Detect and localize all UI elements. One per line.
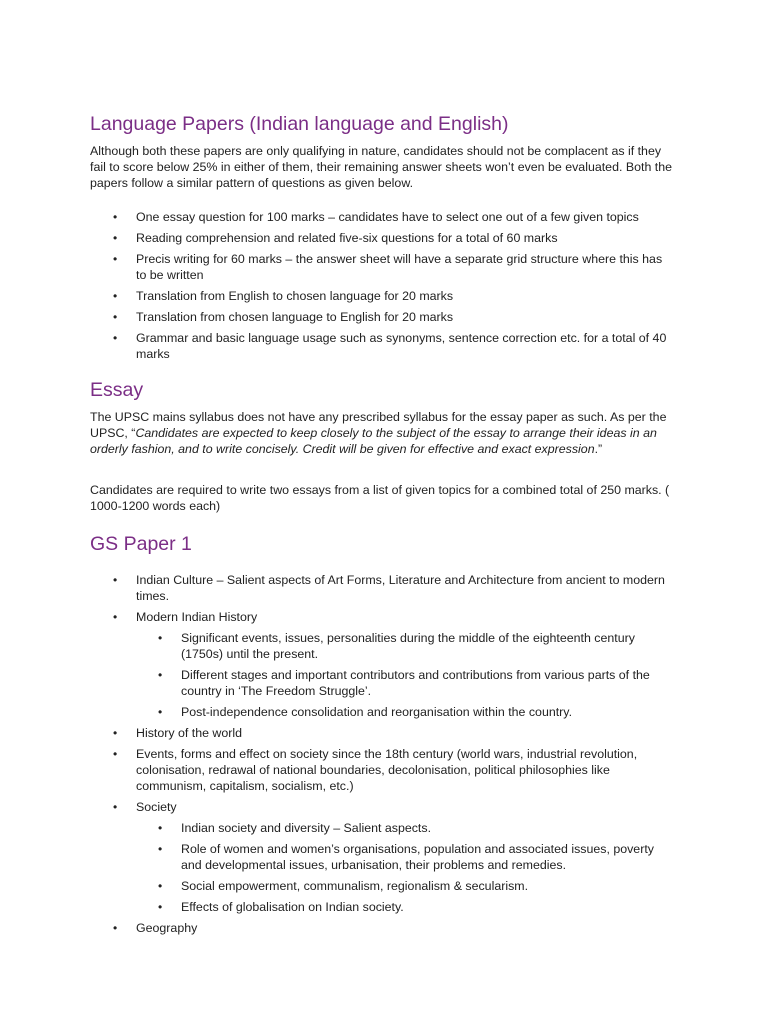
- section-heading-language-papers: Language Papers (Indian language and English): [90, 113, 509, 135]
- list-item: • Post-independence consolidation and reorganisation within the country.: [158, 705, 573, 719]
- bullet-icon: •: [113, 252, 118, 266]
- bullet-icon: •: [113, 310, 118, 324]
- list-item: • Significant events, issues, personalities during the middle of the eighteenth century (1750s) until the present.: [158, 631, 635, 661]
- bullet-icon: •: [113, 231, 118, 245]
- list-item: • Different stages and important contributors and contributions from various parts of the country in ‘The Freedom Struggle’.: [158, 668, 650, 698]
- list-item: • History of the world: [113, 726, 243, 740]
- bullet-icon: •: [113, 210, 118, 224]
- bullet-icon: •: [158, 900, 163, 914]
- list-item: • Translation from chosen language to English for 20 marks: [113, 310, 454, 324]
- list-item: • Precis writing for 60 marks – the answer sheet will have a separate grid structure where this has to be written: [113, 252, 663, 282]
- essay-paragraph-1: The UPSC mains syllabus does not have any prescribed syllabus for the essay paper as such. As per the UPSC, “Candidates are expected to keep closely to the subject of the essay to arrange their ideas in an orderly fashion, and to write concisely. Credit will be given for effective and exact expression.”: [90, 410, 667, 456]
- bullet-icon: •: [158, 705, 163, 719]
- bullet-icon: •: [158, 879, 163, 893]
- list-item: • Society: [113, 800, 177, 814]
- bullet-icon: •: [113, 726, 118, 740]
- language-papers-intro: Although both these papers are only qualifying in nature, candidates should not be complacent as if they fail to score below 25% in either of them, their remaining answer sheets won’t even be evaluated. Both the papers follow a similar pattern of questions as given below.: [90, 144, 673, 190]
- essay-paragraph-2: Candidates are required to write two essays from a list of given topics for a combined total of 250 marks. ( 1000-1200 words each): [90, 483, 670, 513]
- bullet-icon: •: [158, 842, 163, 856]
- bullet-icon: •: [158, 668, 163, 682]
- bullet-icon: •: [158, 631, 163, 645]
- list-item: • Events, forms and effect on society since the 18th century (world wars, industrial revolution, colonisation, redrawal of national boundaries, decolonisation, political philosophies like communism, capitalism, socialism, etc.): [113, 747, 638, 793]
- list-item: • Indian Culture – Salient aspects of Art Forms, Literature and Architecture from ancient to modern times.: [113, 573, 665, 603]
- bullet-icon: •: [113, 610, 118, 624]
- list-item: • Indian society and diversity – Salient aspects.: [158, 821, 432, 835]
- section-heading-gs-paper-1: GS Paper 1: [90, 533, 192, 555]
- essay-quote: Candidates are expected to keep closely to the subject of the essay to arrange their ideas in an orderly fashion, and to write concisely. Credit will be given for effective and exact expression: [90, 426, 657, 456]
- list-item: • Modern Indian History: [113, 610, 258, 624]
- gs-paper-1-list: [0, 572, 768, 936]
- list-item: • Social empowerment, communalism, regionalism & secularism.: [158, 879, 529, 893]
- list-item: • One essay question for 100 marks – candidates have to select one out of a few given topics: [113, 210, 639, 224]
- list-item: • Grammar and basic language usage such as synonyms, sentence correction etc. for a total of 40 marks: [113, 331, 667, 361]
- bullet-icon: •: [113, 573, 118, 587]
- list-item: • Translation from English to chosen language for 20 marks: [113, 289, 454, 303]
- bullet-icon: •: [113, 331, 118, 345]
- language-papers-list: [0, 209, 768, 362]
- bullet-icon: •: [113, 747, 118, 761]
- bullet-icon: •: [113, 800, 118, 814]
- bullet-icon: •: [158, 821, 163, 835]
- list-item: • Reading comprehension and related five-six questions for a total of 60 marks: [113, 231, 558, 245]
- bullet-icon: •: [113, 921, 118, 935]
- list-item: • Role of women and women’s organisations, population and associated issues, poverty and developmental issues, urbanisation, their problems and remedies.: [158, 842, 654, 872]
- bullet-icon: •: [113, 289, 118, 303]
- section-heading-essay: Essay: [90, 379, 144, 401]
- list-item: • Effects of globalisation on Indian society.: [158, 900, 404, 914]
- list-item: • Geography: [113, 921, 198, 935]
